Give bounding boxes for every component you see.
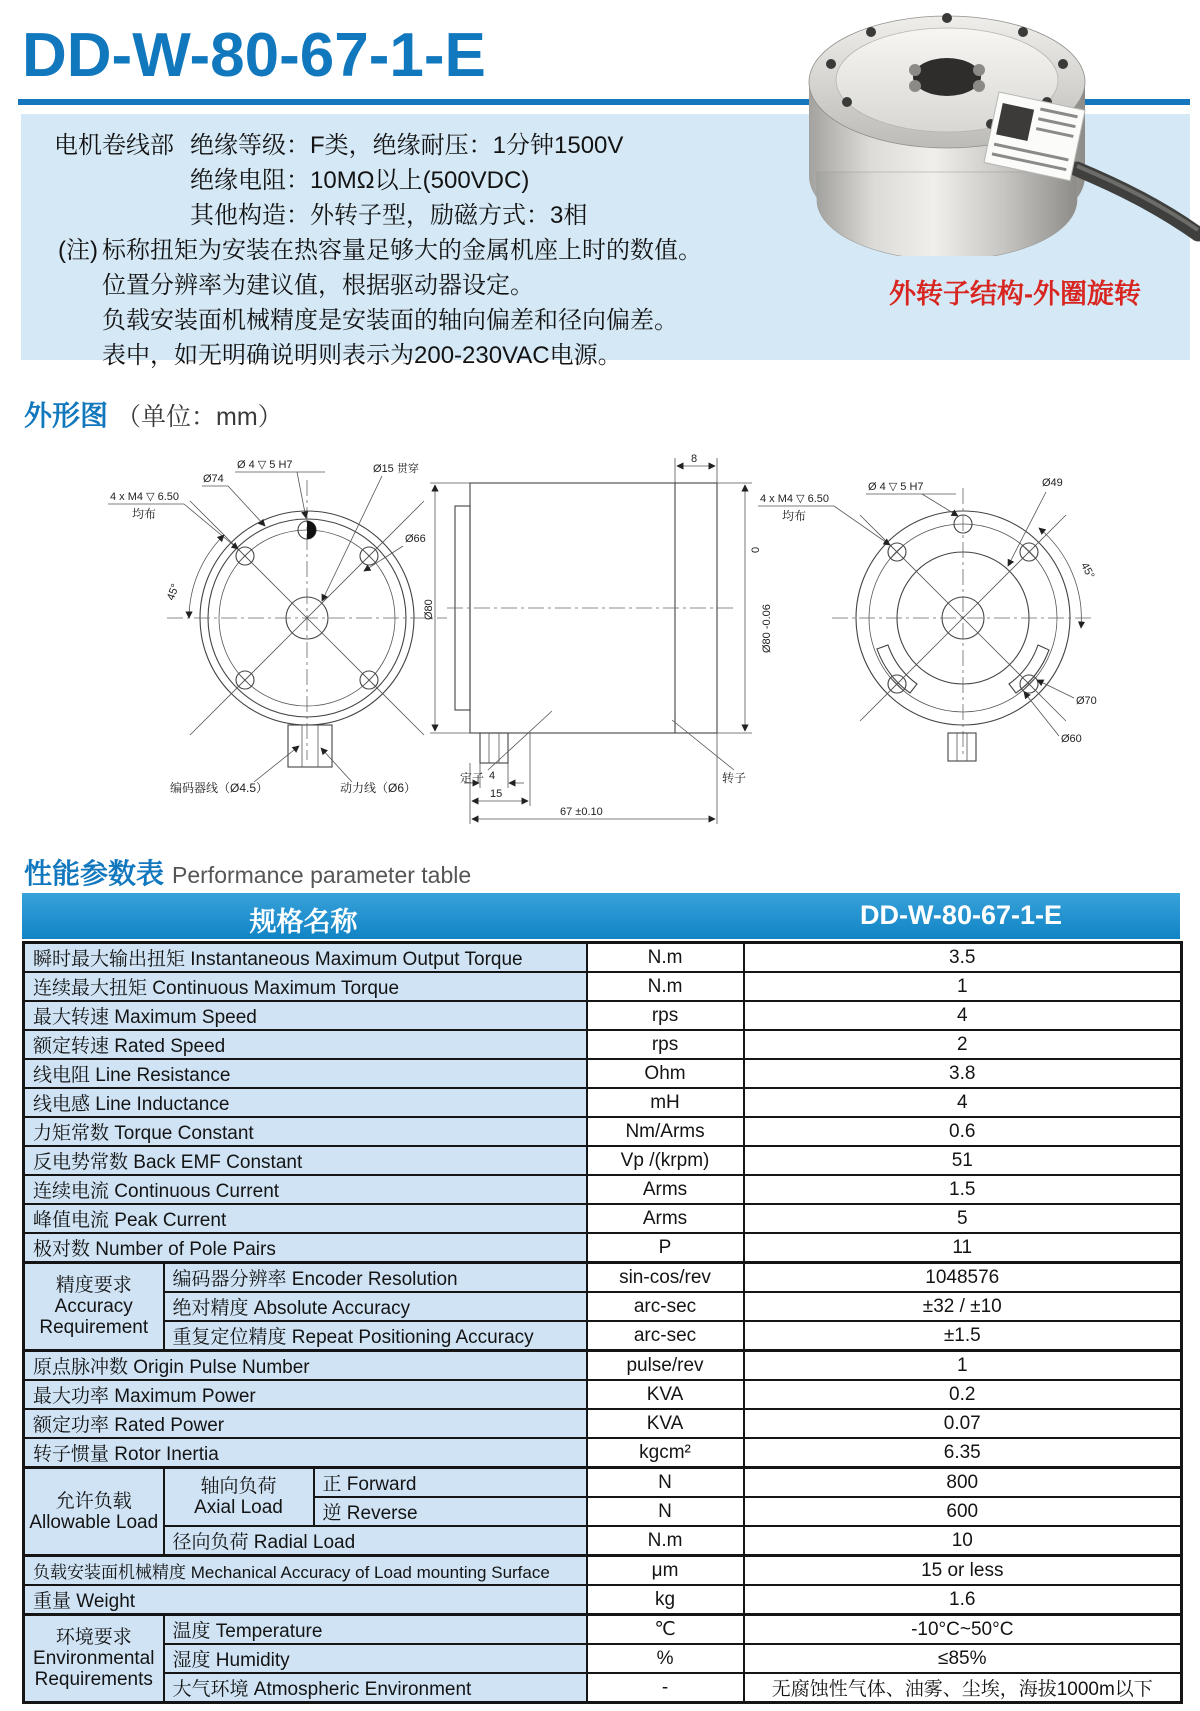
note-1: 标称扭矩为安装在热容量足够大的金属机座上时的数值。 (102, 237, 702, 264)
param-label-cell: 重量 Weight (24, 1585, 587, 1615)
unit-cell: arc-sec (587, 1292, 744, 1321)
side-dim15: 15 (490, 788, 503, 800)
group-label-en: Allowable Load (29, 1511, 159, 1533)
group-label-zh: 环境要求 (55, 1627, 132, 1648)
outline-title: 外形图 (24, 400, 109, 431)
table-row (24, 943, 1182, 973)
table-row (24, 1673, 1182, 1703)
value-cell: 4 (744, 1001, 1182, 1030)
table-row (24, 1321, 1182, 1351)
value-cell: 2 (744, 1030, 1182, 1059)
front-45deg-label: 45° (164, 582, 182, 602)
unit-cell: rps (587, 1030, 744, 1059)
side-tolerance-label: Ø80 -0.06 (761, 604, 773, 653)
unit-cell: sin-cos/rev (587, 1263, 744, 1293)
product-photo (795, 4, 1200, 256)
value-cell: 3.8 (744, 1059, 1182, 1088)
table-row (24, 1204, 1182, 1233)
outline-drawings (22, 438, 1180, 848)
accuracy-group-cell (24, 1263, 164, 1351)
value-cell: 51 (744, 1146, 1182, 1175)
param-label-cell: 负载安装面机械精度 Mechanical Accuracy of Load mounting Surface (24, 1556, 587, 1586)
group-label-en: Axial Load (194, 1497, 283, 1518)
side-dim67: 67 ±0.10 (560, 806, 603, 818)
table-row (24, 1615, 1182, 1645)
unit-cell: Ohm (587, 1059, 744, 1088)
value-cell: 1 (744, 1351, 1182, 1381)
front-screw-note: 4 x M4 ▽ 6.50 (110, 491, 179, 503)
front-power-cable-label: 动力线（Ø6） (340, 781, 417, 795)
spec-structure: 其他构造：外转子型，励磁方式：3相 (190, 202, 588, 229)
param-label-cell: 湿度 Humidity (164, 1644, 587, 1673)
unit-cell: arc-sec (587, 1321, 744, 1351)
value-cell: 11 (744, 1233, 1182, 1263)
unit-cell: N.m (587, 943, 744, 973)
motor-cable (1077, 169, 1198, 234)
spec-insulation-resistance: 绝缘电阻：10MΩ以上(500VDC) (190, 167, 530, 194)
table-row (24, 1117, 1182, 1146)
unit-cell: KVA (587, 1380, 744, 1409)
group-label-en: Environmental (33, 1648, 155, 1669)
side-tolerance-upper: 0 (750, 546, 762, 553)
header-spec-name: 规格名称 (249, 907, 358, 937)
environment-group-cell (24, 1615, 164, 1703)
unit-cell: kgcm² (587, 1438, 744, 1468)
note-4: 表中，如无明确说明则表示为200-230VAC电源。 (102, 342, 622, 369)
param-label-cell: 正 Forward (314, 1468, 587, 1498)
unit-cell: N (587, 1468, 744, 1498)
table-row (24, 1585, 1182, 1615)
side-stator-label: 定子 (460, 771, 485, 785)
group-label-zh: 精度要求 (55, 1275, 132, 1296)
param-label-cell: 原点脉冲数 Origin Pulse Number (24, 1351, 587, 1381)
front-connector (288, 725, 332, 767)
table-row (24, 1088, 1182, 1117)
param-label-cell: 额定功率 Rated Power (24, 1409, 587, 1438)
front-encoder-cable-label: 编码器线（Ø4.5） (170, 781, 269, 795)
unit-cell: Arms (587, 1204, 744, 1233)
rear-d70-label: Ø70 (1076, 695, 1097, 707)
value-cell: 800 (744, 1468, 1182, 1498)
param-label-cell: 额定转速 Rated Speed (24, 1030, 587, 1059)
rear-pin-label: Ø 4 ▽ 5 H7 (868, 481, 924, 493)
value-cell: 6.35 (744, 1438, 1182, 1468)
param-label-cell: 大气环境 Atmospheric Environment (164, 1673, 587, 1703)
param-label-cell: 线电感 Line Inductance (24, 1088, 587, 1117)
group-label-zh: 允许负载 (55, 1490, 132, 1512)
value-cell: 4 (744, 1088, 1182, 1117)
front-d74-label: Ø74 (203, 473, 224, 485)
motor-base-ring (817, 172, 1077, 256)
unit-cell: N.m (587, 1526, 744, 1556)
param-label-cell: 逆 Reverse (314, 1497, 587, 1526)
table-row (24, 1030, 1182, 1059)
perf-section-header (24, 852, 471, 892)
table-row (24, 972, 1182, 1001)
note-3: 负载安装面机械精度是安装面的轴向偏差和径向偏差。 (102, 307, 678, 334)
front-d15-label: Ø15 贯穿 (373, 463, 419, 475)
param-label-cell: 径向负荷 Radial Load (164, 1526, 587, 1556)
param-label-cell: 最大转速 Maximum Speed (24, 1001, 587, 1030)
rear-view-drawing (758, 477, 1097, 761)
front-pin-hole-fill (307, 521, 316, 539)
table-row (24, 1644, 1182, 1673)
unit-cell: mH (587, 1088, 744, 1117)
rear-slot-right (1009, 645, 1049, 693)
table-row (24, 1292, 1182, 1321)
param-label-cell: 瞬时最大输出扭矩 Instantaneous Maximum Output Torque (24, 943, 587, 973)
param-label-cell: 线电阻 Line Resistance (24, 1059, 587, 1088)
param-label-cell: 力矩常数 Torque Constant (24, 1117, 587, 1146)
rear-screw-note: 4 x M4 ▽ 6.50 (760, 493, 829, 505)
param-label-cell: 编码器分辨率 Encoder Resolution (164, 1263, 587, 1293)
value-cell: 0.07 (744, 1409, 1182, 1438)
value-cell: 1 (744, 972, 1182, 1001)
table-row (24, 1263, 1182, 1293)
performance-table (22, 893, 1180, 1704)
value-cell: 1.6 (744, 1585, 1182, 1615)
param-label-cell: 重复定位精度 Repeat Positioning Accuracy (164, 1321, 587, 1351)
param-label-cell: 连续最大扭矩 Continuous Maximum Torque (24, 972, 587, 1001)
header-model: DD-W-80-67-1-E (860, 900, 1062, 930)
value-cell: 15 or less (744, 1556, 1182, 1586)
value-cell: 3.5 (744, 943, 1182, 973)
spec-insulation-class: 绝缘等级：F类，绝缘耐压：1分钟1500V (190, 132, 624, 159)
param-label-cell: 极对数 Number of Pole Pairs (24, 1233, 587, 1263)
table-row (24, 1146, 1182, 1175)
unit-cell: - (587, 1673, 744, 1703)
value-cell: 0.2 (744, 1380, 1182, 1409)
table-row (24, 1409, 1182, 1438)
rear-d60-label: Ø60 (1061, 733, 1082, 745)
side-rotor-label: 转子 (722, 771, 747, 785)
rear-d49-label: Ø49 (1042, 477, 1063, 489)
note-tag: (注) (58, 237, 98, 264)
param-label-cell: 温度 Temperature (164, 1615, 587, 1645)
outline-unit-note: （单位：mm） (116, 403, 283, 431)
table-row (24, 1526, 1182, 1556)
unit-cell: P (587, 1233, 744, 1263)
param-label-cell: 绝对精度 Absolute Accuracy (164, 1292, 587, 1321)
group-label-en: Accuracy (54, 1296, 133, 1317)
side-d80-label: Ø80 (423, 599, 435, 620)
group-label-zh: 轴向负荷 (200, 1476, 277, 1497)
value-cell: 600 (744, 1497, 1182, 1526)
param-label-cell: 反电势常数 Back EMF Constant (24, 1146, 587, 1175)
axial-load-cell (164, 1468, 314, 1527)
table-row (24, 1438, 1182, 1468)
unit-cell: N (587, 1497, 744, 1526)
value-cell: ±32 / ±10 (744, 1292, 1182, 1321)
rear-connector (948, 733, 976, 761)
rear-45deg-label: 45° (1078, 560, 1097, 581)
table-row (24, 1059, 1182, 1088)
page-title: DD-W-80-67-1-E (22, 21, 486, 90)
front-view-drawing (108, 459, 447, 795)
group-label-en: Requirement (39, 1317, 149, 1338)
unit-cell: N.m (587, 972, 744, 1001)
allowable-load-group-cell (24, 1468, 164, 1556)
front-screw-note2: 均布 (132, 507, 157, 521)
value-cell: 1048576 (744, 1263, 1182, 1293)
table-header-band (22, 893, 1180, 939)
table-row (24, 1001, 1182, 1030)
photo-caption: 外转子结构-外圈旋转 (889, 279, 1141, 309)
side-connector (480, 733, 508, 763)
unit-cell: μm (587, 1556, 744, 1586)
param-label-cell: 连续电流 Continuous Current (24, 1175, 587, 1204)
unit-cell: pulse/rev (587, 1351, 744, 1381)
param-label-cell: 最大功率 Maximum Power (24, 1380, 587, 1409)
note-2: 位置分辨率为建议值，根据驱动器设定。 (102, 272, 534, 299)
unit-cell: Nm/Arms (587, 1117, 744, 1146)
unit-cell: KVA (587, 1409, 744, 1438)
value-cell: 10 (744, 1526, 1182, 1556)
winding-label: 电机卷线部 (54, 132, 174, 159)
unit-cell: Arms (587, 1175, 744, 1204)
group-label-en: Requirements (34, 1669, 153, 1690)
side-view-drawing (423, 453, 773, 824)
rear-screw-note2: 均布 (782, 509, 807, 523)
unit-cell: % (587, 1644, 744, 1673)
side-rim-dim: 8 (691, 453, 698, 465)
unit-cell: kg (587, 1585, 744, 1615)
outline-section-header (24, 394, 283, 434)
table-row (24, 1556, 1182, 1586)
unit-cell: rps (587, 1001, 744, 1030)
perf-title-zh: 性能参数表 (24, 858, 165, 889)
value-cell: 1.5 (744, 1175, 1182, 1204)
motor-hub (913, 58, 981, 96)
param-label-cell: 峰值电流 Peak Current (24, 1204, 587, 1233)
param-label-cell: 转子惯量 Rotor Inertia (24, 1438, 587, 1468)
value-cell: 0.6 (744, 1117, 1182, 1146)
parameter-table (22, 941, 1183, 1704)
motor-photo-illustration (795, 4, 1200, 256)
value-cell: -10°C~50°C (744, 1615, 1182, 1645)
value-cell: 5 (744, 1204, 1182, 1233)
front-pin-label: Ø 4 ▽ 5 H7 (237, 459, 293, 471)
perf-title-en: Performance parameter table (172, 862, 472, 888)
unit-cell: Vp /(krpm) (587, 1146, 744, 1175)
table-row (24, 1380, 1182, 1409)
table-row (24, 1175, 1182, 1204)
side-dim4: 4 (489, 770, 496, 782)
unit-cell: ℃ (587, 1615, 744, 1645)
front-d66-label: Ø66 (405, 533, 426, 545)
value-cell: 无腐蚀性气体、油雾、尘埃，海拔1000m以下 (744, 1673, 1182, 1703)
value-cell: ≤85% (744, 1644, 1182, 1673)
rear-slot-left (877, 645, 917, 693)
table-row (24, 1468, 1182, 1498)
table-row (24, 1233, 1182, 1263)
value-cell: ±1.5 (744, 1321, 1182, 1351)
table-row (24, 1351, 1182, 1381)
